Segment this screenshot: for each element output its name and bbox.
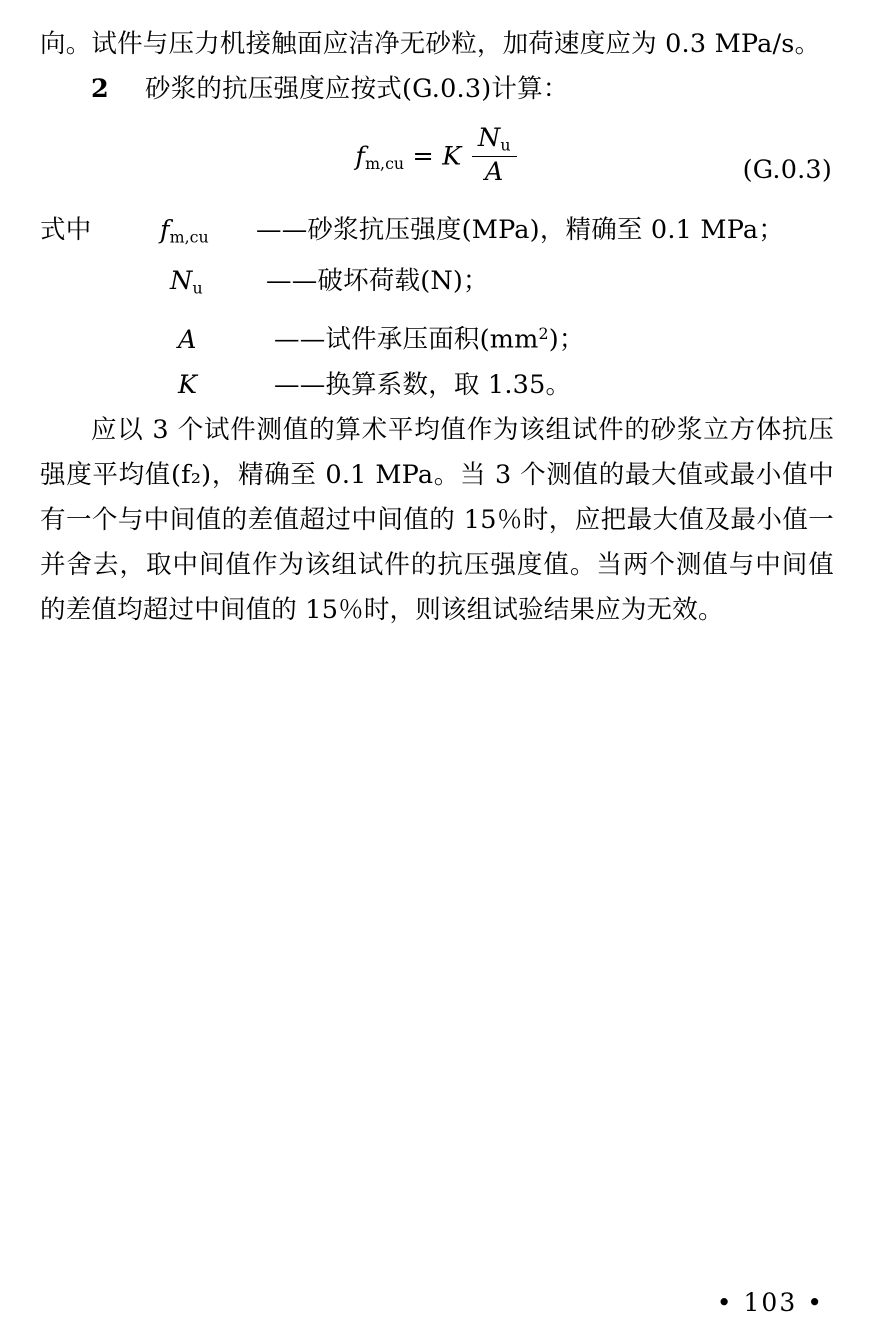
definition-symbol-2-sub: u bbox=[192, 278, 203, 298]
formula-lhs-subscript: m,cu bbox=[365, 153, 405, 173]
page-body bbox=[40, 22, 834, 633]
definition-row-1 bbox=[40, 208, 834, 259]
definition-symbol-2-base: N bbox=[170, 266, 193, 297]
formula-coefficient: K bbox=[442, 141, 462, 172]
formula-expression bbox=[40, 123, 834, 189]
numbered-item-2 bbox=[40, 67, 834, 112]
definition-dash-2: —— bbox=[266, 266, 318, 297]
formula-block bbox=[40, 120, 834, 206]
paragraph-line-1: 向。试件与压力机接触面应洁净无砂粒，加荷速度应为 0.3 MPa/s。 bbox=[40, 29, 821, 59]
definition-symbol-1-sub: m,cu bbox=[169, 227, 209, 247]
definition-text-1: 砂浆抗压强度(MPa)，精确至 0.1 MPa； bbox=[307, 215, 785, 245]
footer-dot-left: • bbox=[716, 1288, 734, 1317]
definition-text-4: 换算系数，取 1.35。 bbox=[325, 369, 572, 400]
definition-dash-4: —— bbox=[274, 369, 326, 400]
definition-symbol-4-base: K bbox=[178, 369, 198, 400]
page-number: 103 bbox=[743, 1288, 798, 1317]
definition-text-3-tail: )； bbox=[548, 324, 585, 355]
paragraph-final: 应以 3 个试件测值的算术平均值作为该组试件的砂浆立方体抗压强度平均值(f₂)，精确至 0.1 MPa。当 3 个测值的最大值或最小值中有一个与中间值的差值超过中间值的 15％时，应把最大值及最小值一并舍去，取中间值作为该组试件的抗压强度值。当两个测值与中间值的差值均超过中间值的 15％时，则该组试验结果应为无效。 bbox=[40, 414, 834, 625]
item-number: 2 bbox=[91, 74, 109, 104]
item-text: 砂浆的抗压强度应按式(G.0.3)计算： bbox=[145, 74, 569, 104]
footer-dot-right: • bbox=[807, 1288, 824, 1317]
formula-fraction bbox=[472, 124, 517, 187]
definition-row-2 bbox=[40, 259, 834, 310]
definition-dash-1: —— bbox=[256, 215, 308, 245]
definition-symbol-1 bbox=[126, 208, 256, 259]
definition-symbol-3 bbox=[40, 318, 274, 363]
page-footer bbox=[0, 1288, 834, 1317]
definition-dash-3: —— bbox=[274, 324, 326, 355]
definition-text-3: 试件承压面积(mm bbox=[325, 324, 539, 355]
definition-list bbox=[40, 208, 834, 408]
definition-list-label: 式中 bbox=[40, 215, 92, 245]
definition-symbol-4 bbox=[40, 363, 274, 408]
formula-label: (G.0.3) bbox=[742, 155, 832, 185]
formula-numerator-subscript: u bbox=[500, 135, 511, 155]
definition-text-3-sup: 2 bbox=[538, 323, 549, 343]
formula-denominator: A bbox=[484, 156, 504, 187]
definition-row-3 bbox=[40, 311, 834, 363]
definition-symbol-1-base: f bbox=[160, 215, 170, 245]
formula-equals: = bbox=[412, 141, 434, 172]
formula-numerator-symbol: N bbox=[477, 123, 501, 153]
definition-symbol-3-base: A bbox=[178, 324, 197, 355]
formula-lhs-symbol: f bbox=[355, 141, 366, 172]
definition-text-2: 破坏荷载(N)； bbox=[317, 266, 489, 297]
definition-row-4 bbox=[40, 363, 834, 408]
definition-symbol-2 bbox=[40, 259, 266, 310]
formula-numerator bbox=[472, 124, 517, 157]
